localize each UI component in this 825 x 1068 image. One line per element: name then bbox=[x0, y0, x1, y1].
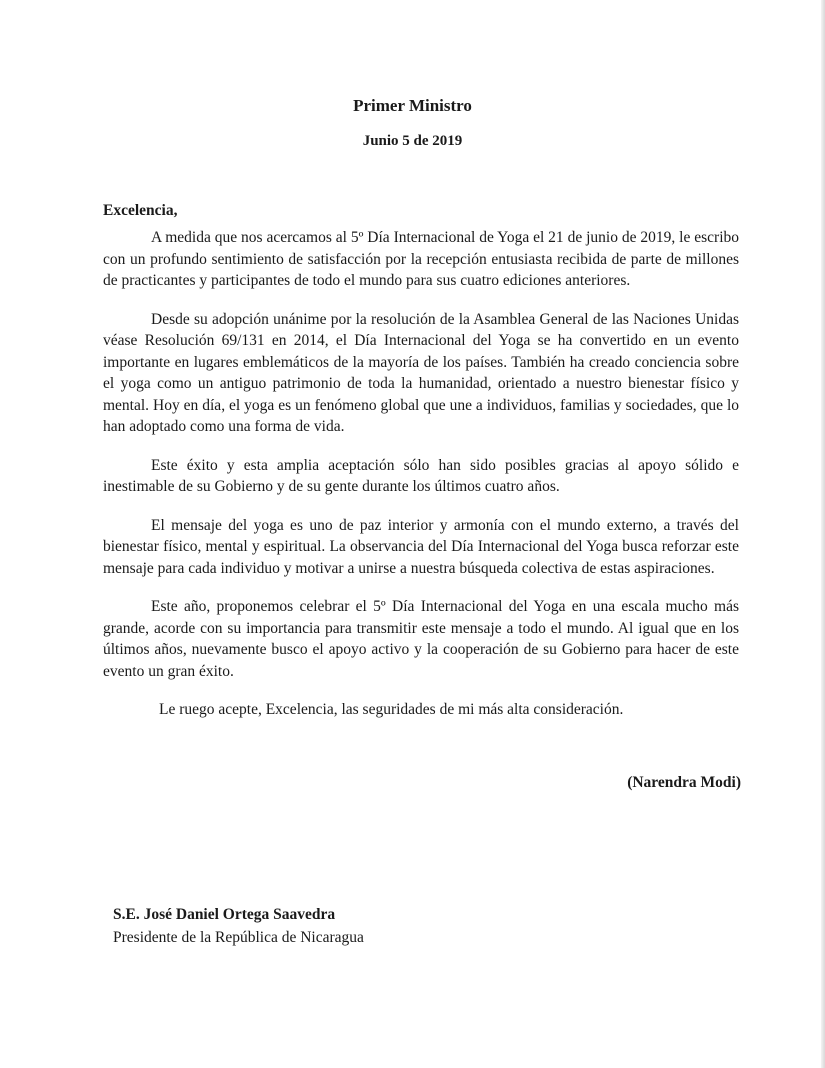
paragraph-3: Este éxito y esta amplia aceptación sólo han sido posibles gracias al apoyo sólido e inestimable de su Gobierno y de su gente durante los últimos cuatro años. bbox=[103, 456, 739, 495]
letter-date: Junio 5 de 2019 bbox=[362, 133, 463, 149]
recipient-name: S.E. José Daniel Ortega Saavedra bbox=[113, 906, 336, 923]
letter-body bbox=[103, 227, 739, 721]
paragraph-5: Este año, proponemos celebrar el 5º Día Internacional del Yoga en una escala mucho más grande, acorde con su importancia para transmitir este mensaje a todo el mundo. Al igual que en los últimos años, nuevamente busco el apoyo activo y la cooperación de su Gobierno para hacer de este evento un gran éxito. bbox=[103, 598, 739, 680]
closing-line: Le ruego acepte, Excelencia, las seguridades de mi más alta consideración. bbox=[159, 701, 624, 718]
signature-name: (Narendra Modi) bbox=[627, 774, 741, 791]
paragraph-2: Desde su adopción unánime por la resolución de la Asamblea General de las Naciones Unidas véase Resolución 69/131 en 2014, el Día Internacional del Yoga se ha convertido en un evento importante en lugares emblemáticos de la mayoría de los países. También ha creado conciencia sobre el yoga como un antiguo patrimonio de toda la humanidad, orientado a nuestro bienestar físico y mental. Hoy en día, el yoga es un fenómeno global que une a individuos, familias y sociedades, que lo han adoptado como una forma de vida. bbox=[103, 310, 739, 435]
page-edge-shadow bbox=[821, 0, 825, 1068]
recipient-title: Presidente de la República de Nicaragua bbox=[113, 929, 364, 946]
sender-title: Primer Ministro bbox=[353, 96, 472, 115]
salutation: Excelencia, bbox=[103, 202, 178, 219]
paragraph-4: El mensaje del yoga es uno de paz interior y armonía con el mundo externo, a través del bienestar físico, mental y espiritual. La observancia del Día Internacional del Yoga busca reforzar este mensaje para cada individuo y motivar a unirse a nuestra búsqueda colectiva de estas aspiraciones. bbox=[103, 516, 739, 577]
paragraph-1: A medida que nos acercamos al 5º Día Internacional de Yoga el 21 de junio de 2019, le escribo con un profundo sentimiento de satisfacción por la recepción entusiasta recibida de parte de millones de practicantes y participantes de todo el mundo para sus cuatro ediciones anteriores. bbox=[103, 229, 739, 289]
